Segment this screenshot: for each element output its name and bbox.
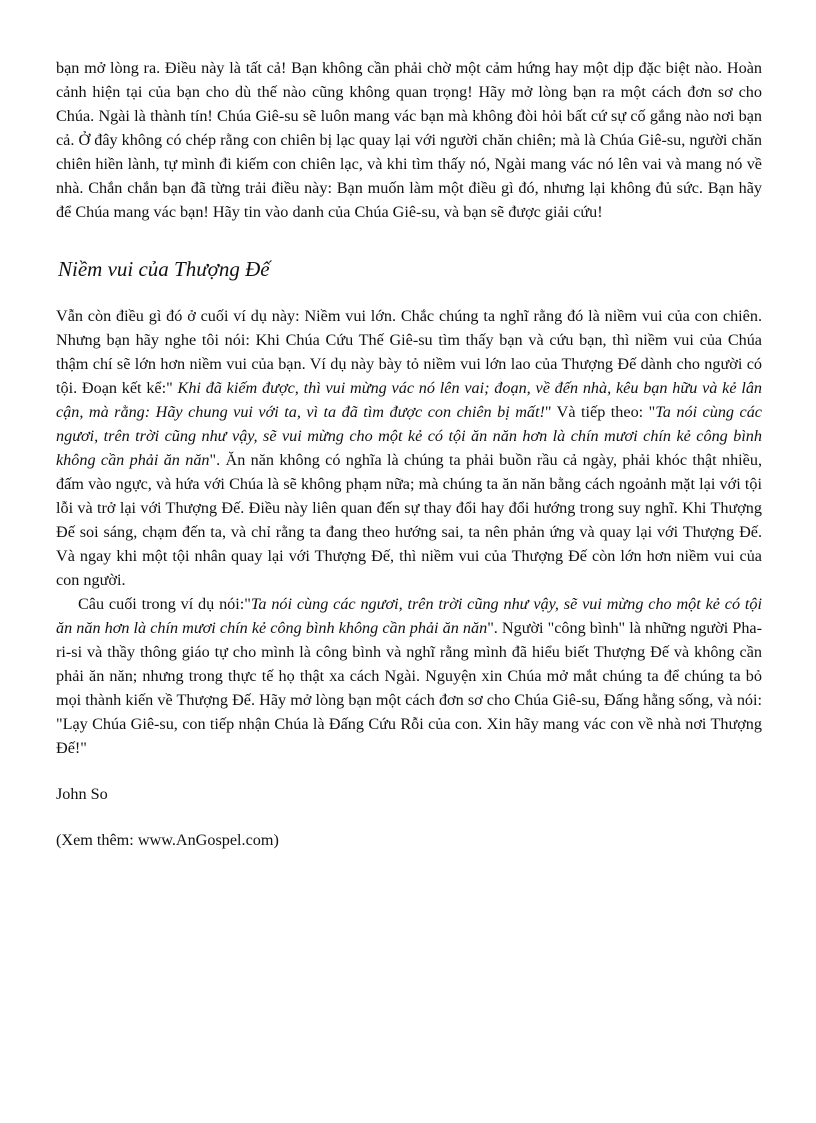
body-paragraph <box>56 304 762 592</box>
scripture-quote: Ta nói cùng các ngươi, trên trời cũng như vậy, sẽ vui mừng cho một kẻ có tội ăn năn hơn là chín mươi chín kẻ công bình không cần phải ăn năn <box>56 403 762 469</box>
scripture-quote: Ta nói cùng các ngươi, trên trời cũng như vậy, sẽ vui mừng cho một kẻ có tội ăn năn hơn là chín mươi chín kẻ công bình không cần phải ăn năn <box>56 595 762 637</box>
paragraph-text: ". Ăn năn không có nghĩa là chúng ta phải buồn rầu cả ngày, phải khóc thật nhiều, đấm vào ngực, và hứa với Chúa là sẽ không phạm nữa; mà chúng ta ăn năn bằng cách ngoảnh mặt lại với tội lỗi và trở lại với Thượng Đế. Điều này liên quan đến sự thay đổi hay đổi hướng trong suy nghĩ. Khi Thượng Đế soi sáng, chạm đến ta, và chỉ rằng ta đang theo hướng sai, ta nên phản ứng và quay lại với Thượng Đế. Và ngay khi một tội nhân quay lại với Thượng Đế, thì niềm vui của Thượng Đế còn lớn hơn niềm vui của con người. <box>56 451 762 589</box>
see-also-link: (Xem thêm: www.AnGospel.com) <box>56 831 279 849</box>
scripture-quote: Khi đã kiếm được, thì vui mừng vác nó lên vai; đoạn, về đến nhà, kêu bạn hữu và kẻ lân cận, mà rằng: Hãy chung vui với ta, vì ta đã tìm được con chiên bị mất! <box>56 379 763 421</box>
paragraph-text: Câu cuối trong ví dụ nói:" <box>78 595 251 613</box>
section-heading: Niềm vui của Thượng Đế <box>58 257 270 281</box>
body-paragraph <box>56 592 762 760</box>
author-signature: John So <box>56 785 108 803</box>
paragraph-text: " Và tiếp theo: " <box>544 403 656 421</box>
body-paragraph: bạn mở lòng ra. Điều này là tất cả! Bạn không cần phải chờ một cảm hứng hay một dịp đặc biệt nào. Hoàn cảnh hiện tại của bạn cho dù thế nào cũng không quan trọng! Hãy mở lòng bạn ra một cách đơn sơ cho Chúa. Ngài là thành tín! Chúa Giê-su sẽ luôn mang vác bạn mà không đòi hỏi bất cứ sự cố gắng nào nơi bạn cả. Ở đây không có chép rằng con chiên bị lạc quay lại với người chăn chiên; mà là Chúa Giê-su, người chăn chiên hiền lành, tự mình đi kiếm con chiên lạc, và khi tìm thấy nó, Ngài mang vác nó lên vai và mang nó về nhà. Chắn chắn bạn đã từng trải điều này: Bạn muốn làm một điều gì đó, nhưng lại không đủ sức. Bạn hãy để Chúa mang vác bạn! Hãy tin vào danh của Chúa Giê-su, và bạn sẽ được giải cứu! <box>56 59 762 221</box>
paragraph-text: ". Người "công bình" là những người Pha-ri-si và thầy thông giáo tự cho mình là công bình và nghĩ rằng mình đã hiểu biết Thượng Đế và không cần phải ăn năn; nhưng trong thực tế họ thật xa cách Ngài. Nguyện xin Chúa mở mắt chúng ta để chúng ta bỏ mọi thành kiến về Thượng Đế. Hãy mở lòng bạn một cách đơn sơ cho Chúa Giê-su, Đấng hằng sống, và nói: "Lạy Chúa Giê-su, con tiếp nhận Chúa là Đấng Cứu Rỗi của con. Xin hãy mang vác con về nhà nơi Thượng Đế!" <box>56 619 762 757</box>
document-page <box>56 56 762 852</box>
paragraph-text: Vẫn còn điều gì đó ở cuối ví dụ này: Niềm vui lớn. Chắc chúng ta nghĩ rằng đó là niềm vui của con chiên. Nhưng bạn hãy nghe tôi nói: Khi Chúa Cứu Thế Giê-su tìm thấy bạn và cứu bạn, thì niềm vui của Chúa thậm chí sẽ lớn hơn niềm vui của bạn. Ví dụ này bày tỏ niềm vui lớn lao của Thượng Đế dành cho người có tội. Đoạn kết kể:" <box>56 307 762 397</box>
